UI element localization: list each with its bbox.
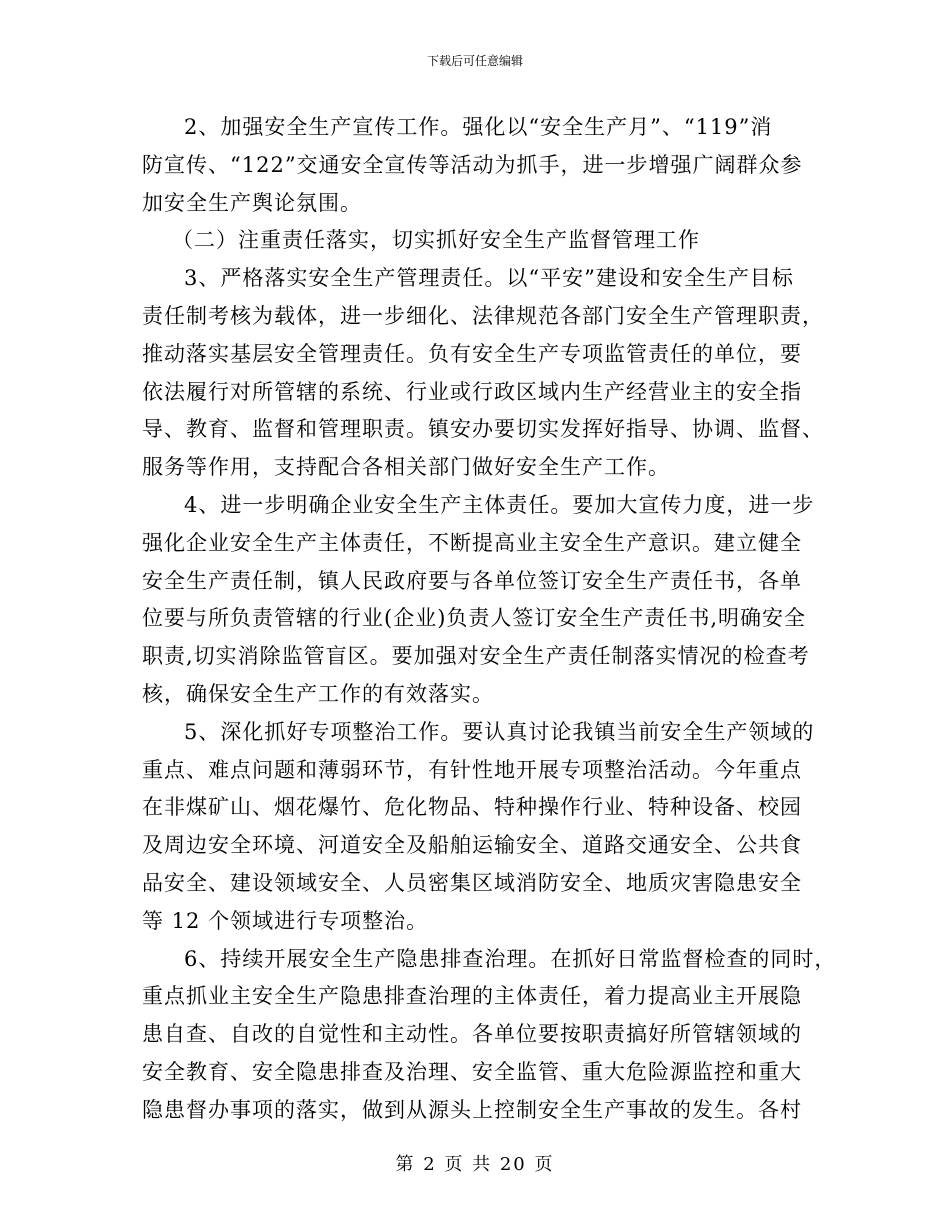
- paragraph-5-line-1: 5、深化抓好专项整治工作。要认真讨论我镇当前安全生产领域的: [184, 719, 815, 744]
- paragraph-6-line-4: 安全教育、安全隐患排查及治理、安全监管、重大危险源监控和重大: [142, 1059, 802, 1084]
- paragraph-5-line-4: 及周边安全环境、河道安全及船舶运输安全、道路交通安全、公共食: [142, 833, 802, 858]
- document-body: [142, 109, 837, 1130]
- paragraph-3-line-4: 依法履行对所管辖的系统、行业或行政区域内生产经营业主的安全指: [142, 379, 802, 404]
- paragraph-6-line-1: 6、持续开展安全生产隐患排查治理。在抓好日常监督检查的同时，: [184, 946, 837, 971]
- paragraph-5-line-3: 在非煤矿山、烟花爆竹、危化物品、特种操作行业、特种设备、校园: [142, 795, 802, 820]
- paragraph-4-line-6: 核，确保安全生产工作的有效落实。: [142, 681, 494, 706]
- paragraph-4-line-5: 职责,切实消除监管盲区。要加强对安全生产责任制落实情况的检查考: [142, 644, 810, 669]
- paragraph-2-line-3: 加安全生产舆论氛围。: [142, 190, 362, 215]
- paragraph-5-line-6: 等 12 个领域进行专项整治。: [142, 908, 429, 933]
- paragraph-3-line-3: 推动落实基层安全管理责任。负有安全生产专项监管责任的单位，要: [142, 341, 802, 366]
- section-heading-2: （二）注重责任落实，切实抓好安全生产监督管理工作: [172, 228, 700, 253]
- paragraph-4-line-2: 强化企业安全生产主体责任，不断提高业主安全生产意识。建立健全: [142, 530, 802, 555]
- paragraph-2-line-1: 2、加强安全生产宣传工作。强化以“安全生产月”、“119”消: [184, 115, 773, 139]
- paragraph-4-line-3: 安全生产责任制，镇人民政府要与各单位签订安全生产责任书，各单: [142, 568, 802, 593]
- paragraph-6-line-5: 隐患督办事项的落实，做到从源头上控制安全生产事故的发生。各村: [142, 1097, 802, 1122]
- paragraph-3-line-1: 3、严格落实安全生产管理责任。以“平安”建设和安全生产目标: [184, 266, 794, 291]
- page-header: 下载后可任意编辑: [426, 54, 523, 68]
- paragraph-4-line-4: 位要与所负责管辖的行业(企业)负责人签订安全生产责任书,明确安全: [142, 606, 807, 631]
- paragraph-3-line-2: 责任制考核为载体，进一步细化、法律规范各部门安全生产管理职责，: [142, 303, 824, 328]
- paragraph-5-line-5: 品安全、建设领域安全、人员密集区域消防安全、地质灾害隐患安全: [142, 870, 802, 895]
- paragraph-5-line-2: 重点、难点问题和薄弱环节，有针性地开展专项整治活动。今年重点: [142, 757, 802, 782]
- page-number-footer: 第 2 页 共 20 页: [395, 1154, 555, 1175]
- paragraph-6-line-3: 患自查、自改的自觉性和主动性。各单位要按职责搞好所管辖领域的: [142, 1022, 802, 1047]
- paragraph-6-line-2: 重点抓业主安全生产隐患排查治理的主体责任，着力提高业主开展隐: [142, 984, 802, 1009]
- paragraph-2-line-2: 防宣传、“122”交通安全宣传等活动为抓手，进一步增强广阔群众参: [142, 152, 803, 177]
- paragraph-4-line-1: 4、进一步明确企业安全生产主体责任。要加大宣传力度，进一步: [184, 492, 815, 517]
- paragraph-3-line-5: 导、教育、监督和管理职责。镇安办要切实发挥好指导、协调、监督、: [142, 417, 824, 442]
- paragraph-3-line-6: 服务等作用，支持配合各相关部门做好安全生产工作。: [142, 455, 670, 480]
